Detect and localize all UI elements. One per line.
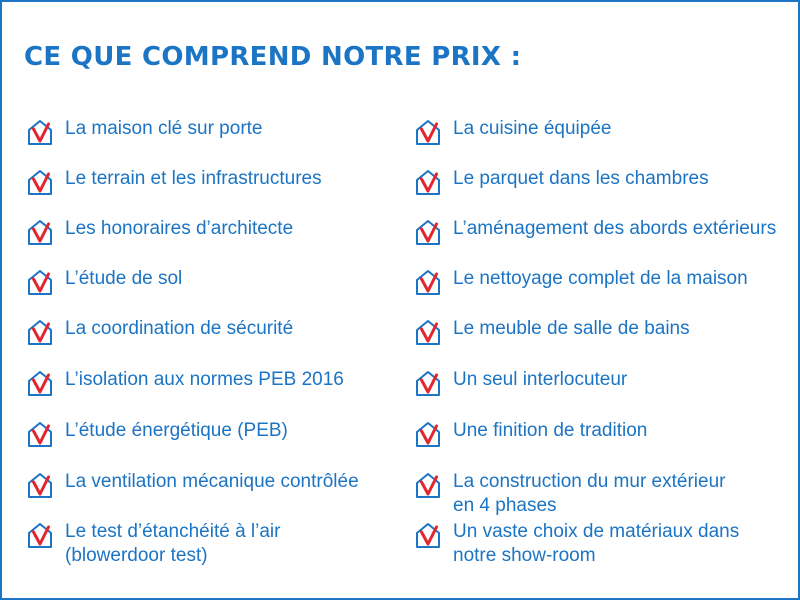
list-item <box>414 217 793 246</box>
house-check-icon <box>414 268 442 296</box>
house-check-icon <box>26 168 54 196</box>
list-item <box>414 267 793 296</box>
house-check-icon <box>26 318 54 346</box>
list-item <box>414 419 793 448</box>
item-label: Le meuble de salle de bains <box>453 318 690 339</box>
house-check-icon <box>26 369 54 397</box>
item-label: Les honoraires d’architecte <box>65 218 294 239</box>
list-item <box>414 167 793 196</box>
house-check-icon <box>26 268 54 296</box>
house-check-icon <box>414 521 442 549</box>
item-label: Une finition de tradition <box>453 420 648 441</box>
item-label: L’isolation aux normes PEB 2016 <box>65 369 344 390</box>
item-label: Le test d’étanchéité à l’air (blowerdoor test) <box>65 521 281 566</box>
house-check-icon <box>414 369 442 397</box>
item-label: La maison clé sur porte <box>65 118 263 139</box>
list-item <box>26 117 405 146</box>
list-item <box>26 167 405 196</box>
item-label: Un vaste choix de matériaux dans notre show-room <box>453 521 740 566</box>
list-item <box>26 368 405 397</box>
page-title: CE QUE COMPREND NOTRE PRIX : <box>24 42 522 72</box>
house-check-icon <box>414 118 442 146</box>
house-check-icon <box>414 420 442 448</box>
list-item <box>414 470 793 518</box>
item-label: L’étude de sol <box>65 268 183 289</box>
list-item <box>26 317 405 346</box>
item-label: Un seul interlocuteur <box>453 369 628 390</box>
house-check-icon <box>26 218 54 246</box>
list-item <box>26 267 405 296</box>
item-label: L’aménagement des abords extérieurs <box>453 218 777 239</box>
house-check-icon <box>26 420 54 448</box>
list-item <box>26 217 405 246</box>
item-label: La coordination de sécurité <box>65 318 294 339</box>
house-check-icon <box>414 168 442 196</box>
list-item <box>26 419 405 448</box>
item-label: L’étude énergétique (PEB) <box>65 420 288 441</box>
list-item <box>26 520 405 568</box>
list-item <box>26 470 405 499</box>
list-item <box>414 520 793 568</box>
item-label: Le parquet dans les chambres <box>453 168 709 189</box>
list-item <box>414 117 793 146</box>
house-check-icon <box>26 471 54 499</box>
house-check-icon <box>414 318 442 346</box>
item-label: Le terrain et les infrastructures <box>65 168 322 189</box>
house-check-icon <box>414 218 442 246</box>
house-check-icon <box>414 471 442 499</box>
item-label: La ventilation mécanique contrôlée <box>65 471 359 492</box>
item-label: La construction du mur extérieur en 4 phases <box>453 471 726 516</box>
item-label: Le nettoyage complet de la maison <box>453 268 748 289</box>
item-label: La cuisine équipée <box>453 118 612 139</box>
list-item <box>414 368 793 397</box>
list-item <box>414 317 793 346</box>
house-check-icon <box>26 521 54 549</box>
house-check-icon <box>26 118 54 146</box>
